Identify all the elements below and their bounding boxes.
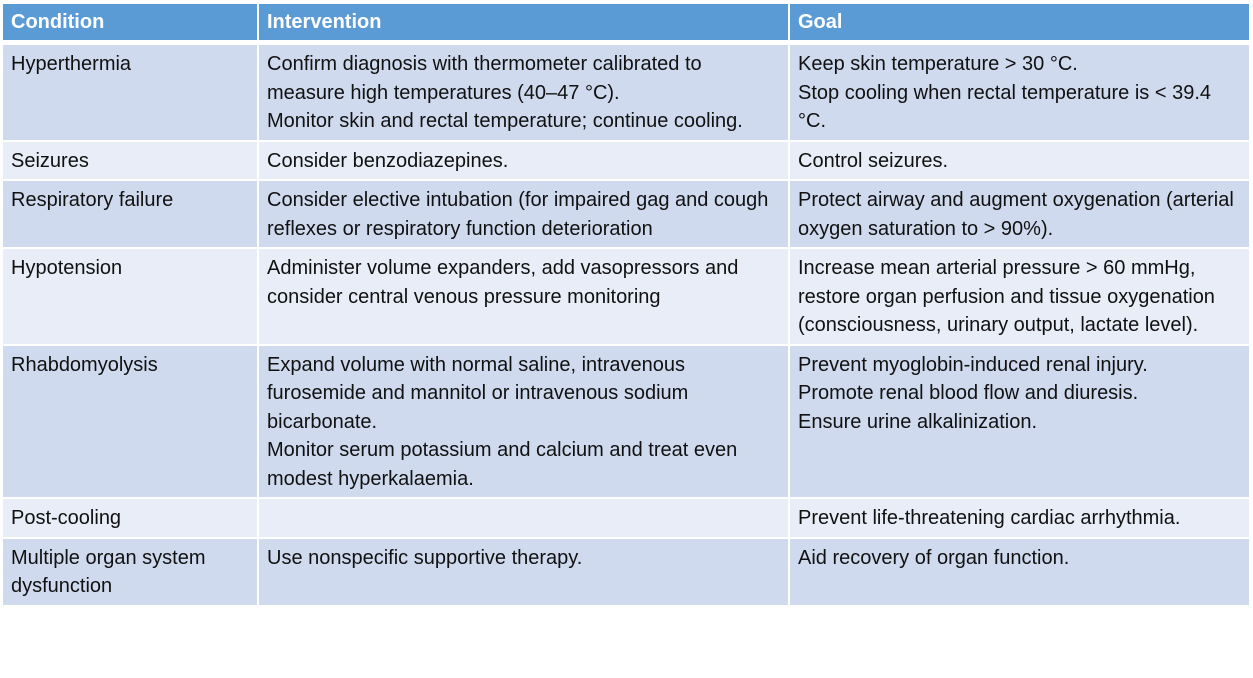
intervention-line: Consider benzodiazepines.: [267, 149, 509, 172]
table-row: [3, 247, 1249, 344]
intervention-cell: [257, 43, 788, 140]
treatment-table: [3, 4, 1249, 605]
goal-line: Prevent life-threatening cardiac arrhythmia.: [798, 507, 1181, 529]
goal-line: Ensure urine alkalinization.: [798, 410, 1038, 433]
condition-cell: Respiratory failure: [3, 179, 257, 247]
goal-line: Promote renal blood flow and diuresis.: [798, 382, 1139, 404]
header-intervention: Intervention: [257, 4, 788, 43]
intervention-line: Monitor skin and rectal temperature; continue cooling.: [267, 110, 743, 132]
goal-line: Keep skin temperature > 30 °C.: [798, 53, 1078, 75]
condition-cell: Seizures: [3, 140, 257, 180]
intervention-line: Monitor serum potassium and calcium and treat even modest hyperkalaemia.: [267, 439, 738, 490]
table-row: [3, 140, 1249, 180]
condition-cell: Multiple organ system dysfunction: [3, 537, 257, 605]
intervention-line: Confirm diagnosis with thermometer calibrated to measure high temperatures (40–47 °C).: [267, 53, 702, 104]
header-condition: Condition: [3, 4, 257, 43]
intervention-line: Use nonspecific supportive therapy.: [267, 546, 583, 569]
goal-cell: [788, 497, 1249, 537]
goal-cell: [788, 247, 1249, 344]
goal-line: Control seizures.: [798, 149, 949, 172]
table-header-row: [3, 4, 1249, 43]
goal-line: Aid recovery of organ function.: [798, 546, 1070, 569]
goal-line: Stop cooling when rectal temperature is < 39.4 °C.: [798, 81, 1212, 132]
intervention-line: Expand volume with normal saline, intravenous furosemide and mannitol or intravenous sodium bicarbonate.: [267, 353, 689, 433]
intervention-cell: [257, 537, 788, 605]
goal-cell: [788, 537, 1249, 605]
condition-cell: Hyperthermia: [3, 43, 257, 140]
goal-line: Increase mean arterial pressure > 60 mmHg, restore organ perfusion and tissue oxygenation (consciousness, urinary output, lactate level).: [798, 257, 1215, 336]
intervention-line: Consider elective intubation (for impaired gag and cough reflexes or respiratory function deterioration: [267, 189, 769, 240]
goal-cell: [788, 140, 1249, 180]
intervention-cell: [257, 344, 788, 498]
table-row: [3, 344, 1249, 498]
goal-line: Prevent myoglobin-induced renal injury.: [798, 353, 1148, 376]
header-goal: Goal: [788, 4, 1249, 43]
table-row: [3, 179, 1249, 247]
intervention-cell: [257, 140, 788, 180]
table-row: [3, 537, 1249, 605]
treatment-table-container: [3, 4, 1249, 605]
intervention-cell: [257, 179, 788, 247]
table-row: [3, 497, 1249, 537]
goal-line: Protect airway and augment oxygenation (arterial oxygen saturation to > 90%).: [798, 189, 1234, 240]
condition-cell: Post-cooling: [3, 497, 257, 537]
goal-cell: [788, 179, 1249, 247]
goal-cell: [788, 43, 1249, 140]
table-row: [3, 43, 1249, 140]
condition-cell: Hypotension: [3, 247, 257, 344]
goal-cell: [788, 344, 1249, 498]
condition-cell: Rhabdomyolysis: [3, 344, 257, 498]
intervention-cell: [257, 247, 788, 344]
intervention-cell: [257, 497, 788, 537]
intervention-line: Administer volume expanders, add vasopressors and consider central venous pressure monitoring: [267, 257, 739, 308]
table-body: [3, 43, 1249, 605]
